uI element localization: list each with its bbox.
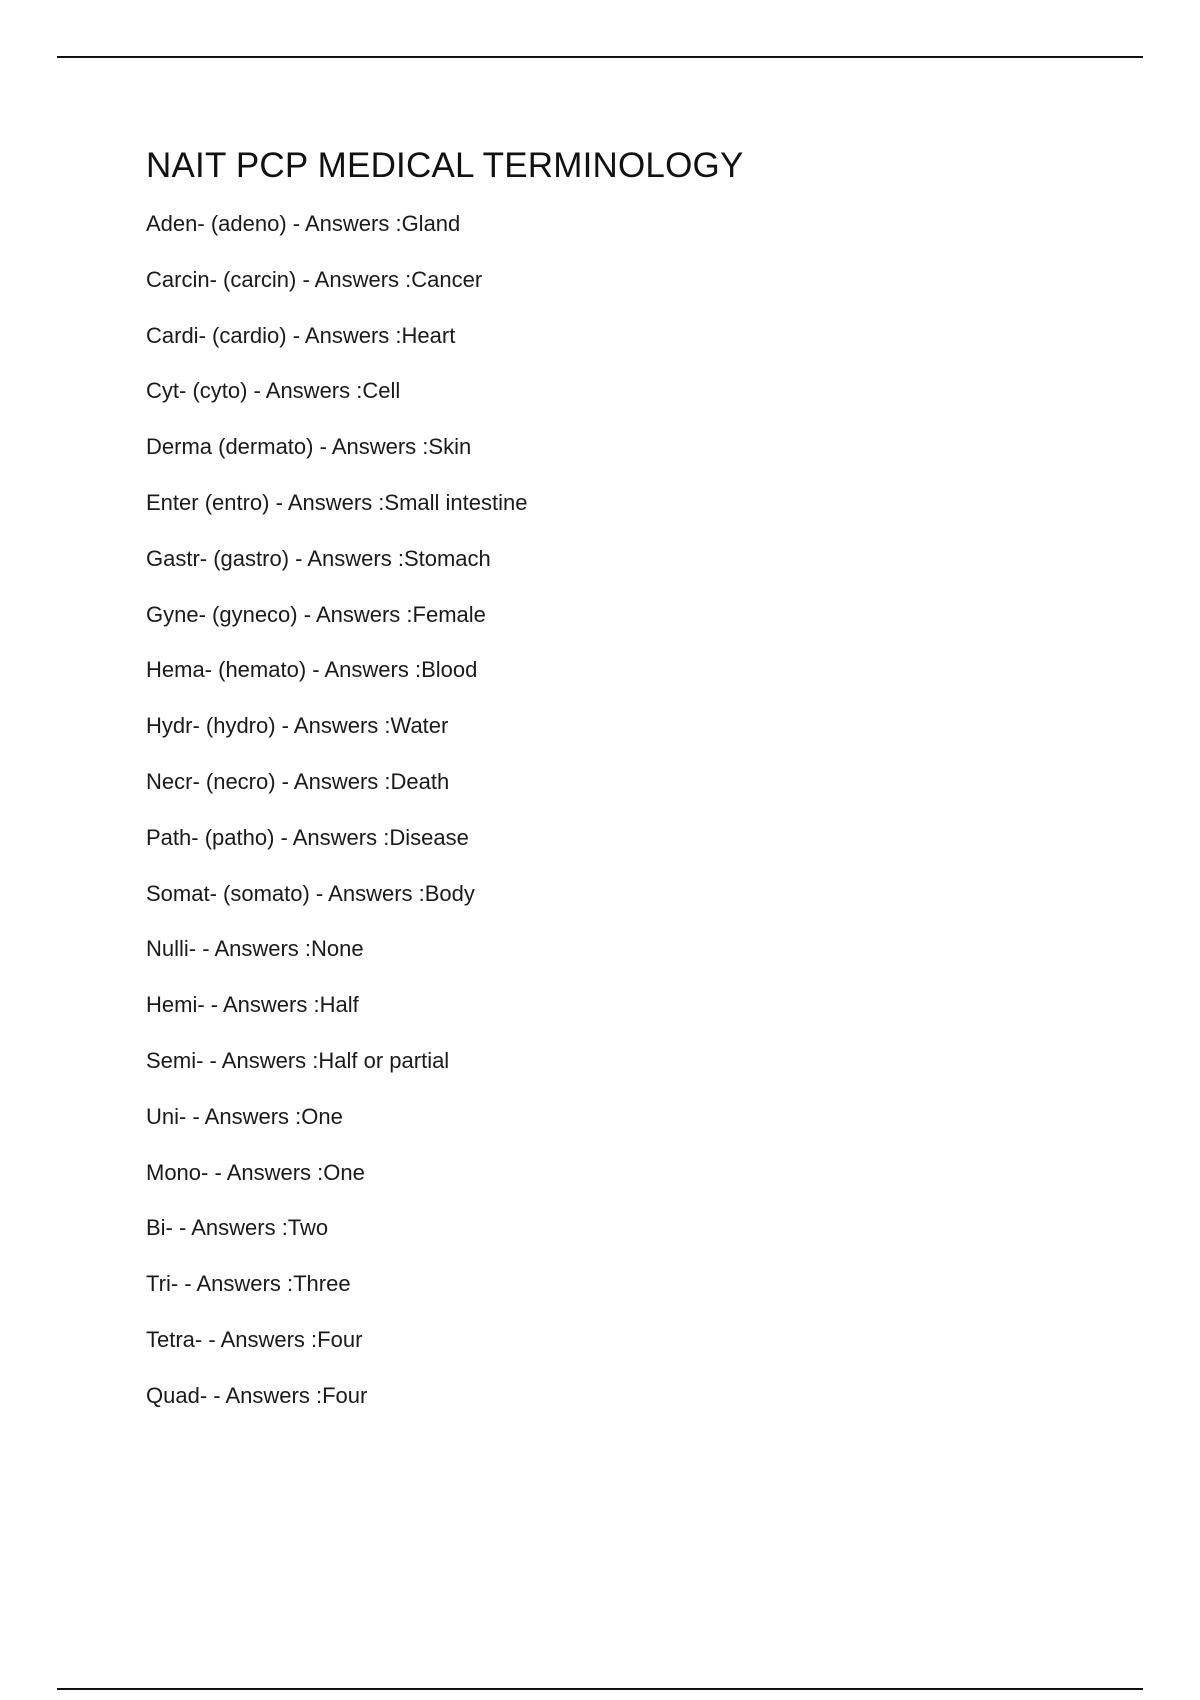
top-divider (57, 56, 1143, 58)
term-item: Nulli- - Answers :None (146, 936, 364, 962)
term-item: Somat- (somato) - Answers :Body (146, 880, 475, 906)
term-item: Necr- (necro) - Answers :Death (146, 768, 450, 794)
term-item: Quad- - Answers :Four (146, 1382, 368, 1408)
term-item: Hemi- - Answers :Half (146, 992, 359, 1018)
term-item: Semi- - Answers :Half or partial (146, 1047, 450, 1073)
bottom-divider (57, 1688, 1143, 1690)
term-item: Hydr- (hydro) - Answers :Water (146, 713, 449, 739)
term-item: Tetra- - Answers :Four (146, 1326, 363, 1352)
term-item: Aden- (adeno) - Answers :Gland (146, 211, 461, 236)
term-list (146, 196, 1106, 1424)
term-item: Cyt- (cyto) - Answers :Cell (146, 378, 401, 404)
term-item: Bi- - Answers :Two (146, 1215, 329, 1241)
term-item: Tri- - Answers :Three (146, 1271, 351, 1297)
term-item: Uni- - Answers :One (146, 1103, 343, 1129)
term-item: Cardi- (cardio) - Answers :Heart (146, 322, 456, 348)
term-item: Derma (dermato) - Answers :Skin (146, 434, 472, 460)
term-item: Enter (entro) - Answers :Small intestine (146, 489, 528, 515)
term-item: Hema- (hemato) - Answers :Blood (146, 657, 478, 683)
term-item: Gastr- (gastro) - Answers :Stomach (146, 545, 491, 571)
document-body (146, 140, 1106, 1424)
term-item: Gyne- (gyneco) - Answers :Female (146, 601, 486, 627)
term-item: Carcin- (carcin) - Answers :Cancer (146, 266, 483, 292)
page-title: NAIT PCP MEDICAL TERMINOLOGY (146, 146, 744, 185)
term-item: Path- (patho) - Answers :Disease (146, 824, 469, 850)
term-item: Mono- - Answers :One (146, 1159, 365, 1185)
